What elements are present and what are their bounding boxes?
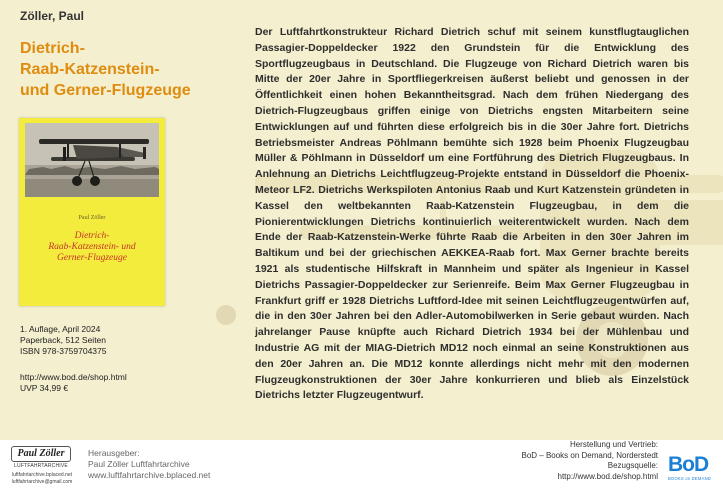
cover-title	[19, 231, 165, 264]
producer-label: Herstellung und Vertrieb:	[569, 440, 658, 449]
book-details	[20, 324, 127, 394]
edition-text: 1. Auflage, April 2024	[20, 324, 101, 334]
publisher-url[interactable]: www.luftfahrtarchive.bplaced.net	[88, 470, 211, 480]
producer-url[interactable]: http://www.bod.de/shop.html	[557, 471, 658, 481]
book-description: Der Luftfahrtkonstrukteur Richard Dietrich schuf mit seinem kunstflugtauglichen Passagier-Doppeldecker 1922 den Grundstein für die Entwicklung des Sportflugzeugbaus in Deutschland. Die Flugzeuge von Richard Dietrich waren bis Mitte der 20er Jahre in Sportfliegerkreisen äußerst beliebt und genossen in der Öffentlichkeit einen hohen Bekanntheitsgrad. Nach dem frühen Niedergang des Dietrich-Flugzeugbaus griffen einige von Dietrichs engsten Mitarbeitern seine Entwicklungen auf und führten diese erfolgreich bis in die 30er Jahre fort. Dietrichs Betriebsmeister Andreas Pöhlmann bemühte sich 1928 beim Phoenix Flugzeugbau Müller & Pöhlmann in Düsseldorf um eine Fortführung des Dietrich Flugzeugbaus. In Anlehnung an Dietrichs Leichtflugzeug-Projekte entstand in Düsseldorf die Phoenix-Meteor LF2. Dietrichs Werkspiloten Antonius Raab und Kurt Katzenstein gründeten in Kassel den weltbekannten Raab-Katzenstein Flugzeugbau, in dem die Pionierentwicklungen Dietrichs kontinuierlich weiterentwickelt wurden. Nach dem Ende der Raab-Katzenstein-Werke führte Raab die Arbeiten in den 30er Jahren im Baltikum und bei der griechischen AEKKEA-Raab fort. Max Gerner brachte bereits 1921 als studentische Hilfskraft in Mannheim und später als Ingenieur in Kassel Dietrichs Passagier-Doppeldecker zur Serienreife. Beim Max Gerner Flugzeugbau in Frankfurt griff er 1928 Dietrichs Luftford-Idee mit seinen Leichtflugzeugentwürfen auf, die in den 30er Jahren bei den Adler-Automobilwerken in Serie gebaut wurden. Nach jahrelanger Pause knüpfte auch Richard Dietrich 1934 bei der Mühlenbau und Industrie AG mit der MIAG-Dietrich MD12 noch einmal an seine Konstruktionen aus den 20er Jahren an. Die MD12 konnte allerdings nicht mehr mit den modernen Flugzeugkonstruktionen der 30er Jahre konkurrieren und blieb als Einzelstück Dietrichs letzter Flugzeugentwurf.	[255, 26, 689, 402]
publisher-label: Herausgeber:	[88, 448, 140, 458]
logo-subtitle: LUFTFAHRTARCHIVE	[14, 463, 68, 469]
publisher-name: Paul Zöller Luftfahrtarchive	[88, 459, 190, 469]
logo-signature: Paul Zöller	[11, 446, 71, 462]
bod-logo[interactable]	[668, 454, 716, 484]
cover-title-line: Raab-Katzenstein- und	[48, 242, 136, 252]
book-title-line: und Gerner-Flugzeuge	[20, 82, 191, 99]
luftfahrtarchive-logo[interactable]	[9, 444, 73, 496]
footer-bar	[0, 440, 723, 500]
book-cover[interactable]	[19, 118, 165, 306]
author-name: Zöller, Paul	[20, 9, 85, 23]
cover-author: Paul Zöller	[78, 215, 106, 221]
book-title-line: Dietrich-	[20, 40, 85, 57]
producer-name: BoD – Books on Demand, Norderstedt	[521, 450, 658, 460]
price-text: UVP 34,99 €	[20, 383, 69, 393]
format-text: Paperback, 512 Seiten	[20, 335, 107, 345]
book-title	[20, 38, 220, 101]
publisher-info	[88, 448, 210, 481]
source-label: Bezugsquelle:	[607, 461, 658, 470]
bod-logo-subtitle: BOOKS on DEMAND	[668, 476, 712, 481]
bod-logo-word: BoD	[668, 453, 709, 476]
isbn-text: ISBN 978-3759704375	[20, 346, 107, 356]
shop-link[interactable]: http://www.bod.de/shop.html	[20, 372, 127, 382]
producer-info	[521, 440, 658, 482]
book-title-line: Raab-Katzenstein-	[20, 61, 160, 78]
logo-contact	[9, 472, 75, 486]
logo-contact-line: luftfahrtarchive.bplaced.net	[11, 472, 73, 478]
cover-title-line: Gerner-Flugzeuge	[57, 253, 127, 263]
logo-contact-line: luftfahrtarchive@gmail.com	[11, 479, 73, 485]
cover-photo-biplane	[25, 123, 159, 197]
cover-title-line: Dietrich-	[74, 231, 110, 241]
